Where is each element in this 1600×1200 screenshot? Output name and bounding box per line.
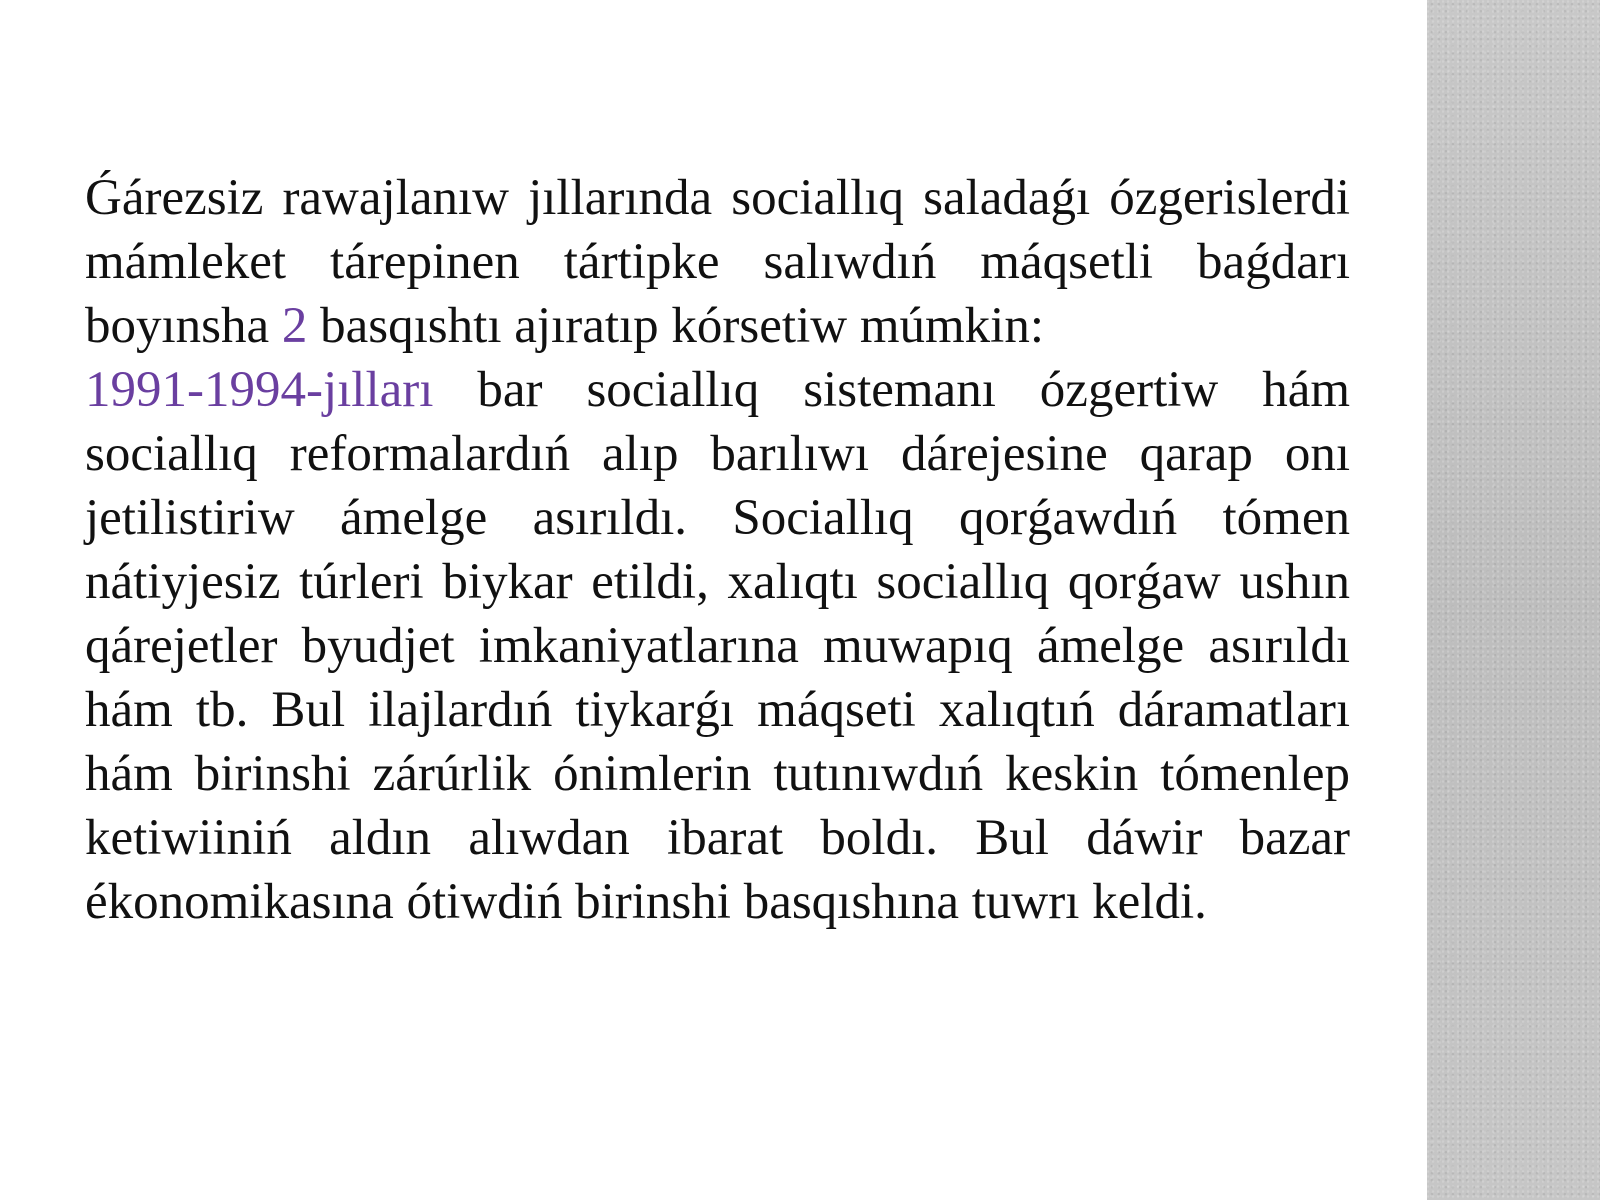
stage-count: 2 [281, 298, 308, 354]
stage-years: 1991-1994-jılları [85, 362, 434, 418]
decorative-side-panel [1427, 0, 1600, 1200]
slide-body-text [85, 166, 1350, 934]
first-stage-text: bar sociallıq sistemanı ózgertiw hám sociallıq reformalardıń alıp barılıwı dárejesine qarap onı jetilistiriw ámelge asırıldı. Sociallıq qorǵawdıń tómen nátiyjesiz túrleri biykar etildi, xalıqtı sociallıq qorǵaw ushın qárejetler byudjet imkaniyatlarına muwapıq ámelge asırıldı hám tb. Bul ilajlardıń tiykarǵı máqseti xalıqtıń dáramatları hám birinshi zárúrlik ónimlerin tutınıwdıń keskin tómenlep ketiwiiniń aldın alıwdan ibarat boldı. Bul dáwir bazar ékonomikasına ótiwdiń birinshi basqıshına tuwrı keldi. [85, 362, 1350, 930]
paragraph-first-stage [85, 358, 1350, 934]
intro-text: Ǵárezsiz rawajlanıw jıllarında sociallıq saladaǵı ózgerislerdi mámleket tárepinen tártipke salıwdıń máqsetli baǵdarı boyınsha [85, 170, 1350, 354]
paragraph-stages-intro [85, 166, 1350, 358]
intro-text-end: basqıshtı ajıratıp kórsetiw múmkin: [307, 298, 1044, 354]
